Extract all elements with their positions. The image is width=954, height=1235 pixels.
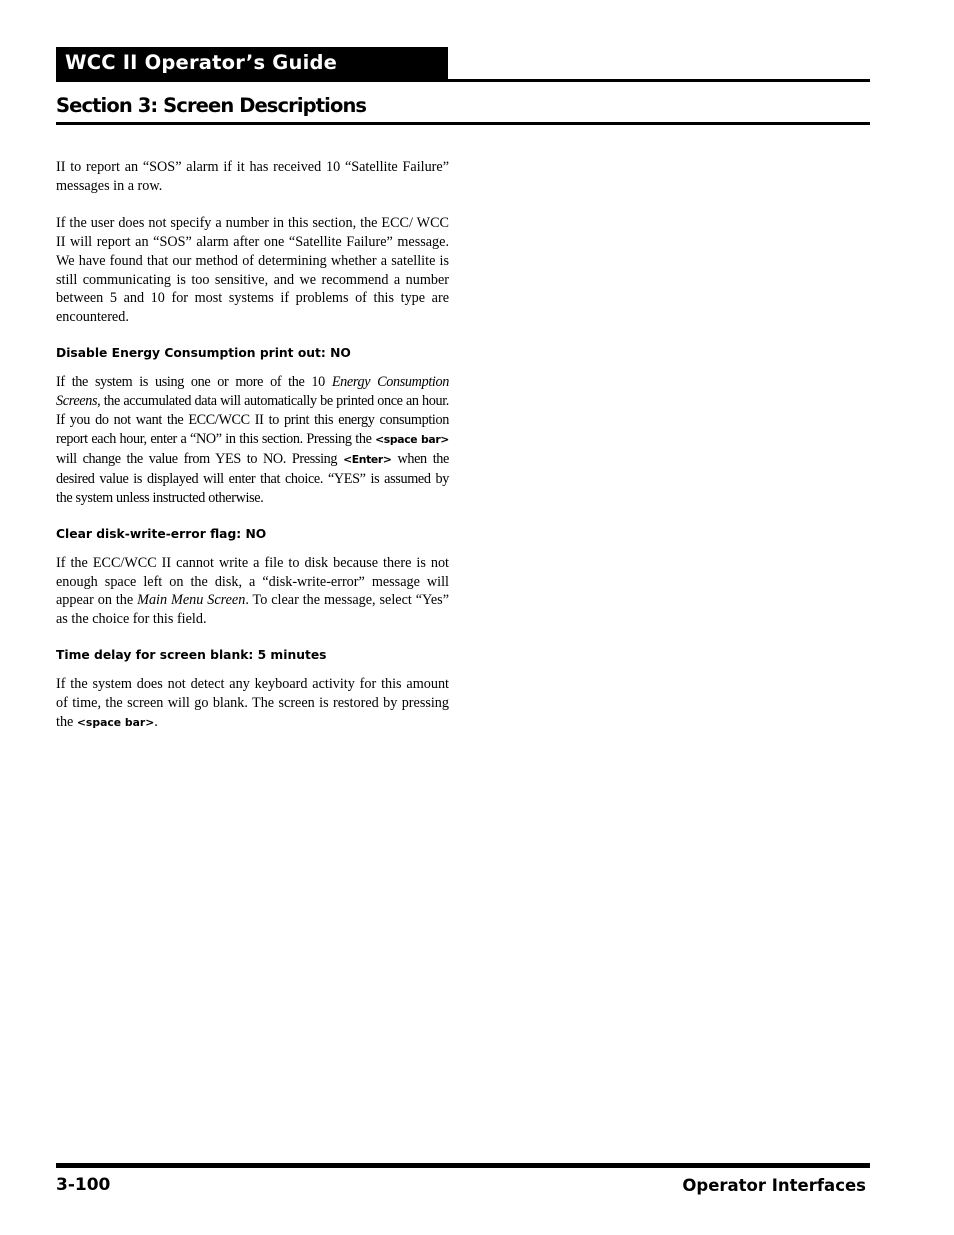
heading-clear-disk-write-error: Clear disk-write-error flag: NO bbox=[56, 526, 267, 541]
paragraph-disk-write-error bbox=[56, 554, 449, 630]
footer-title: Operator Interfaces bbox=[682, 1176, 866, 1195]
key-space-bar: <space bar> bbox=[76, 716, 155, 730]
footer-rule bbox=[56, 1163, 870, 1168]
heading-disable-energy-printout: Disable Energy Consumption print out: NO bbox=[56, 346, 351, 361]
page-number: 3-100 bbox=[56, 1175, 111, 1195]
screen-name-main-menu: Main Menu Screen bbox=[137, 592, 246, 609]
header-rule bbox=[448, 79, 870, 82]
text-run: will change the value from YES to NO. Pressing bbox=[56, 450, 344, 467]
text-run: . To clear the message, select “Yes” as the choice for this field. bbox=[56, 592, 449, 628]
key-enter: <Enter> bbox=[343, 452, 392, 466]
paragraph-screen-blank bbox=[56, 675, 449, 733]
text-run: If the ECC/WCC II cannot write a file to disk because there is not enough space left on the disk, a “disk-write-error” message will appear on the bbox=[56, 554, 449, 609]
text-run: If the system is using one or more of the 10 bbox=[56, 374, 332, 391]
guide-title-bar bbox=[56, 47, 448, 82]
paragraph-sos-intro: II to report an “SOS” alarm if it has received 10 “Satellite Failure” messages in a row. bbox=[56, 159, 449, 194]
text-run: , the accumulated data will automatically be printed once an hour. If you do not want the ECC/WCC II to print this energy consumption report each hour, enter a “NO” in this section. Pressing the bbox=[56, 393, 449, 447]
text-run: when the desired value is displayed will enter that choice. “YES” is assumed by the system unless instructed otherwise. bbox=[56, 450, 449, 506]
section-rule bbox=[56, 122, 870, 125]
key-space-bar: <space bar> bbox=[375, 432, 449, 446]
text-run: . bbox=[154, 714, 158, 731]
text-column bbox=[56, 158, 449, 751]
screen-name-energy-consumption: Energy Consumption Screens bbox=[56, 374, 449, 410]
heading-screen-blank-delay: Time delay for screen blank: 5 minutes bbox=[56, 648, 327, 663]
paragraph-energy-printout bbox=[56, 373, 449, 507]
section-title: Section 3: Screen Descriptions bbox=[56, 94, 367, 117]
guide-title: WCC II Operator’s Guide bbox=[65, 51, 338, 74]
paragraph-sos-detail: If the user does not specify a number in this section, the ECC/ WCC II will report an “SOS” alarm after one “Satellite Failure” message. We have found that our method of determining whether a satellite is still communicating is too sensitive, and we recommend a number between 5 and 10 for most systems if problems of this type are encountered. bbox=[56, 214, 449, 326]
text-run: If the system does not detect any keyboard activity for this amount of time, the screen will go blank. The screen is restored by pressing the bbox=[56, 676, 449, 731]
